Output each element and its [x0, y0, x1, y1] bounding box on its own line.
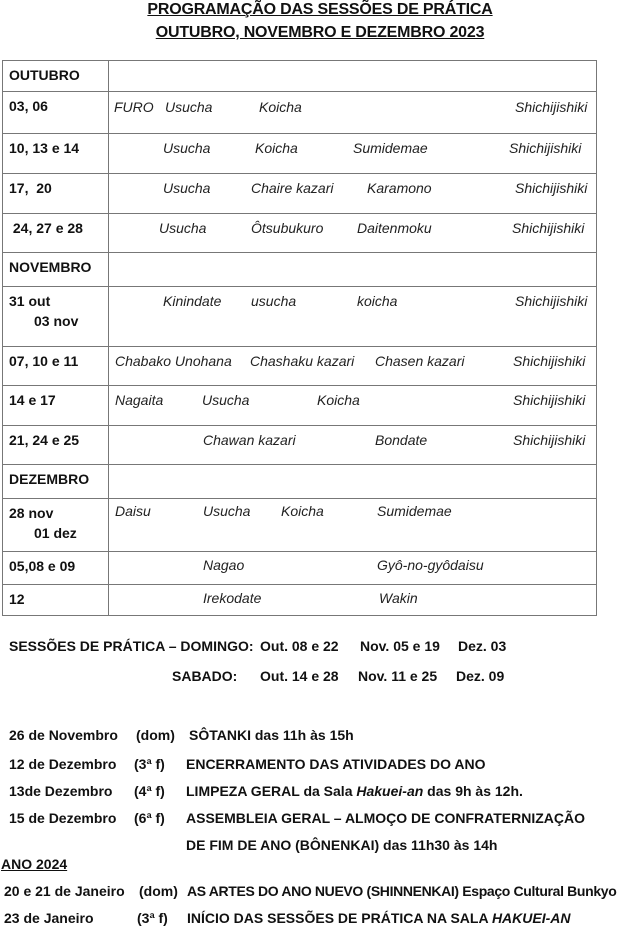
year-2024-heading: ANO 2024	[1, 856, 68, 872]
sunday-date: Nov. 05 e 19	[360, 638, 440, 654]
event-desc-text: INÍCIO DAS SESSÕES DE PRÁTICA NA SALA	[187, 910, 492, 926]
lesson-item: FURO	[114, 99, 154, 115]
lesson-item: Usucha	[202, 392, 250, 408]
table-row	[3, 552, 597, 585]
lesson-item: Chashaku kazari	[250, 353, 355, 369]
lesson-item: Ôtsubukuro	[251, 220, 324, 236]
event-desc-line2: DE FIM DE ANO (BÔNENKAI) das 11h30 às 14h	[186, 837, 498, 853]
event-day: (3ª f)	[137, 910, 168, 926]
table-row	[3, 287, 597, 347]
row-date: 10, 13 e 14	[3, 134, 109, 174]
row-date-line1: 31 out	[9, 293, 51, 309]
lesson-item: Kinindate	[163, 293, 222, 309]
lesson-item: Chawan kazari	[203, 432, 296, 448]
page-subtitle: OUTUBRO, NOVEMBRO E DEZEMBRO 2023	[155, 24, 485, 41]
month-label: DEZEMBRO	[3, 465, 109, 499]
lesson-item: Gyô-no-gyôdaisu	[377, 557, 484, 573]
lesson-item: Shichijishiki	[515, 293, 588, 309]
lesson-item: Koicha	[255, 140, 298, 156]
lesson-item: Chasen kazari	[375, 353, 465, 369]
row-date: 12	[3, 585, 109, 616]
row-date-line2: 03 nov	[34, 313, 79, 329]
row-date-line1: 28 nov	[9, 505, 54, 521]
lesson-item: Usucha	[203, 503, 251, 519]
lesson-item: Wakin	[379, 590, 418, 606]
table-row	[3, 347, 597, 386]
event-desc: ENCERRAMENTO DAS ATIVIDADES DO ANO	[186, 756, 486, 772]
lesson-item: Shichijishiki	[515, 99, 588, 115]
month-header-row	[3, 253, 597, 287]
saturday-label: SABADO:	[172, 668, 238, 684]
table-row	[3, 499, 597, 552]
lesson-item: Chaire kazari	[251, 180, 334, 196]
lesson-item: Sumidemae	[377, 503, 452, 519]
event-desc-text: das 9h às 12h.	[423, 783, 523, 799]
table-row	[3, 426, 597, 465]
sunday-date: Dez. 03	[458, 638, 507, 654]
schedule-table	[2, 60, 597, 616]
lesson-item: Sumidemae	[353, 140, 428, 156]
month-header-row	[3, 61, 597, 92]
row-date: 17, 20	[3, 174, 109, 214]
event-desc-text: LIMPEZA GERAL da Sala	[186, 783, 357, 799]
saturday-date: Dez. 09	[456, 668, 505, 684]
lesson-item: Koicha	[259, 99, 302, 115]
month-label: NOVEMBRO	[3, 253, 109, 287]
event-desc: SÔTANKI das 11h às 15h	[189, 727, 354, 743]
row-date: 05,08 e 09	[3, 552, 109, 585]
lesson-item: Nagaita	[115, 392, 164, 408]
event-date: 20 e 21 de Janeiro	[4, 883, 125, 899]
event-desc-italic: HAKUEI-AN	[491, 910, 571, 926]
lesson-item: usucha	[251, 293, 297, 309]
lesson-item: Nagao	[203, 557, 245, 573]
lesson-item: Koicha	[281, 503, 324, 519]
row-date: 14 e 17	[3, 386, 109, 426]
event-day: (3ª f)	[134, 756, 165, 772]
table-row	[3, 174, 597, 214]
month-header-row	[3, 465, 597, 499]
lesson-item: Shichijishiki	[513, 392, 586, 408]
row-date	[3, 287, 109, 347]
event-desc: ASSEMBLEIA GERAL – ALMOÇO DE CONFRATERNIZAÇÃO	[186, 810, 586, 826]
saturday-date: Nov. 11 e 25	[358, 668, 438, 684]
event-day: (dom)	[139, 883, 178, 899]
page-title: PROGRAMAÇÃO DAS SESSÕES DE PRÁTICA	[147, 1, 493, 18]
lesson-item: Chabako Unohana	[115, 353, 232, 369]
lesson-item: Shichijishiki	[513, 353, 586, 369]
table-row	[3, 585, 597, 616]
row-date-line2: 01 dez	[34, 525, 77, 541]
sunday-date: Out. 08 e 22	[260, 638, 339, 654]
event-date: 12 de Dezembro	[9, 756, 117, 772]
table-row	[3, 386, 597, 426]
event-day: (dom)	[136, 727, 175, 743]
event-desc: AS ARTES DO ANO NUEVO (SHINNENKAI) Espaço Cultural Bunkyo	[187, 883, 617, 899]
sunday-label: SESSÕES DE PRÁTICA – DOMINGO:	[9, 638, 254, 654]
lesson-item: Koicha	[317, 392, 360, 408]
lesson-item: Usucha	[163, 180, 211, 196]
event-desc-italic: Hakuei-an	[356, 783, 424, 799]
lesson-item: Shichijishiki	[509, 140, 582, 156]
lesson-item: Usucha	[163, 140, 211, 156]
row-date: 21, 24 e 25	[3, 426, 109, 465]
lesson-item: Usucha	[159, 220, 207, 236]
event-date: 26 de Novembro	[9, 727, 118, 743]
lesson-item: Shichijishiki	[512, 220, 585, 236]
table-row	[3, 214, 597, 253]
saturday-date: Out. 14 e 28	[260, 668, 339, 684]
lesson-item: Karamono	[367, 180, 432, 196]
lesson-item: Irekodate	[203, 590, 262, 606]
month-label: OUTUBRO	[3, 61, 109, 92]
table-row	[3, 134, 597, 174]
event-date: 13de Dezembro	[9, 783, 113, 799]
lesson-item: Usucha	[165, 99, 213, 115]
lesson-item: Shichijishiki	[513, 432, 586, 448]
row-date	[3, 499, 109, 552]
row-date: 24, 27 e 28	[3, 214, 109, 253]
lesson-item: Daitenmoku	[357, 220, 432, 236]
row-date: 07, 10 e 11	[3, 347, 109, 386]
table-row	[3, 92, 597, 134]
lesson-item: koicha	[357, 293, 398, 309]
lesson-item: Shichijishiki	[515, 180, 588, 196]
event-day: (6ª f)	[134, 810, 165, 826]
row-date: 03, 06	[3, 92, 109, 134]
event-day: (4ª f)	[134, 783, 165, 799]
event-date: 23 de Janeiro	[4, 910, 94, 926]
lesson-item: Bondate	[375, 432, 428, 448]
event-desc	[187, 910, 571, 926]
event-desc	[186, 783, 523, 799]
event-date: 15 de Dezembro	[9, 810, 117, 826]
lesson-item: Daisu	[115, 503, 151, 519]
